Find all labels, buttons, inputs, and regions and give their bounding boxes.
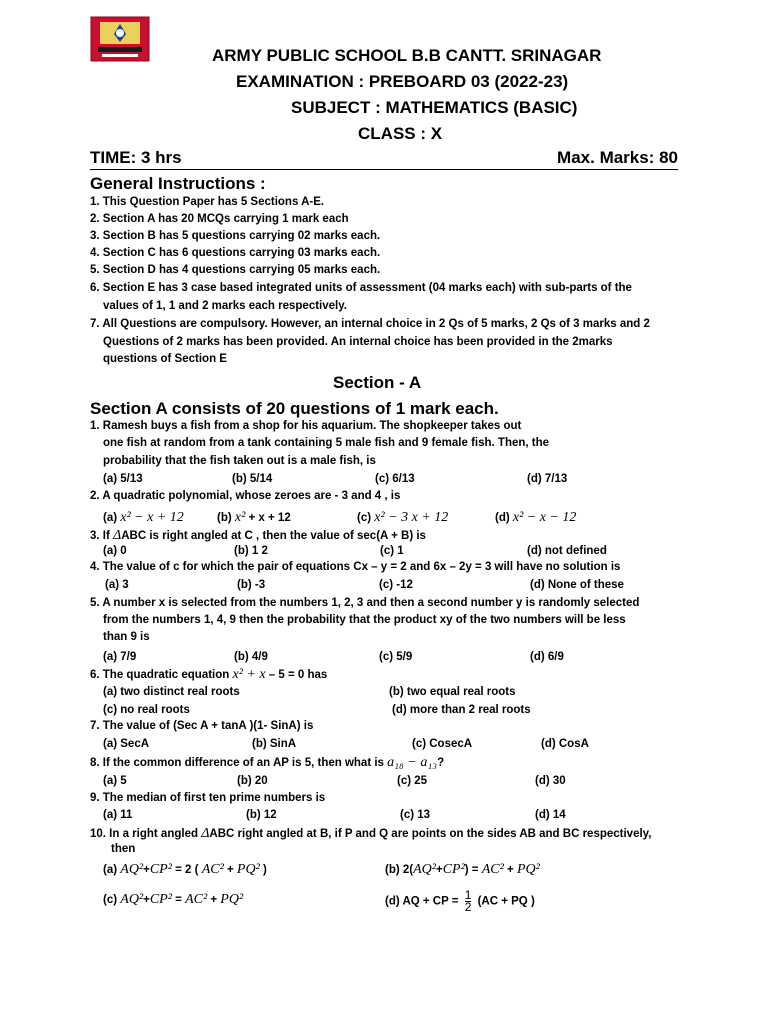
option-a bbox=[103, 510, 184, 526]
option-c-label: (c) bbox=[357, 512, 372, 524]
option-a: (a) 5/13 bbox=[103, 473, 143, 485]
option-c-label: (c) bbox=[103, 894, 118, 906]
instruction-item: 2. Section A has 20 MCQs carrying 1 mark each bbox=[90, 213, 349, 225]
option-b-mid: ) = bbox=[464, 864, 479, 876]
option-c: (c) 25 bbox=[397, 775, 428, 787]
option-d: (d) 30 bbox=[535, 775, 566, 787]
option-b-label: (b) bbox=[217, 512, 232, 524]
plus-sign: + bbox=[435, 864, 443, 876]
option-a: (a) 11 bbox=[103, 809, 133, 821]
question-6-line bbox=[90, 667, 327, 683]
option-c-expr: x² − 3 x + 12 bbox=[374, 510, 449, 525]
option-b: (b) 20 bbox=[237, 775, 268, 787]
plus-sign: + bbox=[507, 864, 514, 876]
fraction-denominator: 2 bbox=[464, 900, 472, 914]
school-logo bbox=[90, 16, 150, 62]
cp-squared: CP² bbox=[149, 862, 172, 877]
option-d: (d) None of these bbox=[530, 579, 624, 591]
triangle-symbol: Δ bbox=[201, 826, 210, 841]
option-d-label: (d) AQ + CP = bbox=[385, 895, 459, 908]
option-c bbox=[357, 510, 448, 526]
option-a: (a) two distinct real roots bbox=[103, 686, 240, 698]
option-d: (d) CosA bbox=[541, 738, 589, 750]
option-a: (a) 5 bbox=[103, 775, 127, 787]
ac-squared: AC² bbox=[185, 892, 208, 907]
fraction-numerator: 1 bbox=[464, 888, 472, 902]
instruction-item: 3. Section B has 5 questions carrying 02 marks each. bbox=[90, 230, 381, 242]
option-d bbox=[385, 890, 535, 913]
option-a-label: (a) bbox=[103, 864, 118, 876]
question-6-expr: x² + x bbox=[232, 667, 266, 682]
section-subtitle: Section A consists of 20 questions of 1 mark each. bbox=[90, 399, 499, 418]
question-2-line: 2. A quadratic polynomial, whose zeroes are - 3 and 4 , is bbox=[90, 490, 401, 502]
cp-squared: CP² bbox=[149, 892, 172, 907]
time-label: TIME: 3 hrs bbox=[90, 148, 182, 167]
option-d: (d) 7/13 bbox=[527, 473, 568, 485]
option-b-tail: + x + 12 bbox=[248, 512, 291, 524]
question-7-line: 7. The value of (Sec A + tanA )(1- SinA) is bbox=[90, 720, 314, 732]
option-a: (a) 3 bbox=[105, 579, 129, 591]
option-d: (d) more than 2 real roots bbox=[392, 704, 531, 716]
option-b: (b) -3 bbox=[237, 579, 266, 591]
question-10-line: then bbox=[111, 843, 136, 855]
option-d: (d) not defined bbox=[527, 545, 607, 557]
option-c: (c) 1 bbox=[380, 545, 404, 557]
question-10-prefix: 10. In a right angled bbox=[90, 828, 198, 840]
question-8-line bbox=[90, 755, 444, 771]
option-d: (d) 14 bbox=[535, 809, 566, 821]
ac-squared: AC² bbox=[481, 862, 504, 877]
exam-name: EXAMINATION : PREBOARD 03 (2022-23) bbox=[236, 72, 569, 91]
pq-squared: PQ² bbox=[220, 892, 244, 907]
option-a: (a) SecA bbox=[103, 738, 150, 750]
option-d-expr: x² − x − 12 bbox=[512, 510, 577, 525]
aq-squared: AQ² bbox=[413, 862, 436, 877]
plus-sign: + bbox=[143, 864, 150, 876]
question-10-line bbox=[90, 826, 651, 842]
option-b: (b) 12 bbox=[246, 809, 277, 821]
pq-squared: PQ² bbox=[516, 862, 540, 877]
subject: SUBJECT : MATHEMATICS (BASIC) bbox=[291, 98, 578, 117]
pq-squared: PQ² bbox=[236, 862, 260, 877]
option-a-mid: = 2 ( bbox=[175, 864, 199, 876]
question-1-line: 1. Ramesh buys a fish from a shop for his aquarium. The shopkeeper takes out bbox=[90, 420, 522, 432]
plus-sign: + bbox=[226, 864, 234, 876]
option-a-end: ) bbox=[262, 864, 267, 876]
section-title: Section - A bbox=[333, 373, 422, 392]
header-underline bbox=[90, 169, 678, 170]
question-1-line: probability that the fish taken out is a male fish, is bbox=[103, 455, 376, 467]
instruction-item: 7. All Questions are compulsory. However, an internal choice in 2 Qs of 5 marks, 2 Qs of 3 marks and 2 bbox=[90, 318, 650, 330]
option-a: (a) 0 bbox=[103, 545, 127, 557]
instruction-item: questions of Section E bbox=[103, 353, 227, 365]
option-b: (b) SinA bbox=[252, 738, 297, 750]
option-b-expr: x² bbox=[234, 510, 246, 525]
option-b: (b) 5/14 bbox=[232, 473, 273, 485]
option-b: (b) 4/9 bbox=[234, 651, 268, 663]
question-9-line: 9. The median of first ten prime numbers is bbox=[90, 792, 326, 804]
instructions-title: General Instructions : bbox=[90, 174, 266, 193]
option-b: (b) two equal real roots bbox=[389, 686, 516, 698]
option-d-label: (d) bbox=[495, 512, 510, 524]
instruction-item: 6. Section E has 3 case based integrated units of assessment (04 marks each) with sub-parts of the bbox=[90, 282, 632, 294]
option-b: (b) 1 2 bbox=[234, 545, 268, 557]
ac-squared: AC² bbox=[201, 862, 224, 877]
question-8-suffix: ? bbox=[437, 757, 445, 769]
question-5-line: 5. A number x is selected from the numbers 1, 2, 3 and then a second number y is randomly selected bbox=[90, 597, 640, 609]
question-3-prefix: 3. If bbox=[90, 530, 110, 542]
plus-sign: + bbox=[143, 894, 150, 906]
question-5-line: from the numbers 1, 4, 9 then the probability that the product xy of the two numbers will be less bbox=[103, 614, 626, 626]
question-6-prefix: 6. The quadratic equation bbox=[90, 669, 230, 681]
triangle-symbol: Δ bbox=[113, 528, 122, 543]
option-c bbox=[103, 892, 243, 908]
aq-squared: AQ² bbox=[120, 892, 144, 907]
question-4-line: 4. The value of c for which the pair of equations Cx – y = 2 and 6x – 2y = 3 will have no solution is bbox=[90, 561, 621, 573]
option-a bbox=[103, 862, 267, 878]
option-b bbox=[217, 510, 291, 526]
option-c: (c) no real roots bbox=[103, 704, 190, 716]
question-10-text: ABC right angled at B, if P and Q are points on the sides AB and BC respectively, bbox=[209, 828, 652, 840]
aq-squared: AQ² bbox=[120, 862, 144, 877]
fraction-half bbox=[465, 890, 472, 913]
question-6-suffix: – 5 = 0 has bbox=[268, 669, 328, 681]
question-8-expr: a₁₈ − a₁₃ bbox=[387, 755, 438, 770]
option-b-label: (b) 2( bbox=[385, 864, 414, 876]
option-d-end: (AC + PQ ) bbox=[477, 895, 535, 908]
option-b bbox=[385, 862, 540, 878]
cp-squared: CP² bbox=[442, 862, 465, 877]
school-name: ARMY PUBLIC SCHOOL B.B CANTT. SRINAGAR bbox=[212, 46, 602, 65]
option-c: (c) -12 bbox=[379, 579, 413, 591]
plus-sign: + bbox=[210, 894, 218, 906]
instruction-item: 4. Section C has 6 questions carrying 03 marks each. bbox=[90, 247, 381, 259]
question-3-line bbox=[90, 528, 426, 544]
option-c: (c) CosecA bbox=[412, 738, 473, 750]
instruction-item: 5. Section D has 4 questions carrying 05 marks each. bbox=[90, 264, 381, 276]
class-label: CLASS : X bbox=[358, 124, 443, 143]
option-c: (c) 13 bbox=[400, 809, 431, 821]
question-1-line: one fish at random from a tank containing 5 male fish and 9 female fish. Then, the bbox=[103, 437, 550, 449]
option-a: (a) 7/9 bbox=[103, 651, 137, 663]
question-5-line: than 9 is bbox=[103, 631, 150, 643]
max-marks-label: Max. Marks: 80 bbox=[557, 148, 678, 167]
option-c: (c) 5/9 bbox=[379, 651, 413, 663]
option-d bbox=[495, 510, 576, 526]
option-a-label: (a) bbox=[103, 512, 118, 524]
question-8-prefix: 8. If the common difference of an AP is 5, then what is bbox=[90, 757, 384, 769]
instruction-item: values of 1, 1 and 2 marks each respectively. bbox=[103, 300, 347, 312]
option-a-expr: x² − x + 12 bbox=[120, 510, 184, 525]
question-3-text: ABC is right angled at C , then the value of sec(A + B) is bbox=[121, 530, 426, 542]
option-d: (d) 6/9 bbox=[530, 651, 564, 663]
option-c-mid: = bbox=[175, 894, 182, 906]
instruction-item: Questions of 2 marks has been provided. An internal choice has been provided in the 2marks bbox=[103, 336, 613, 348]
option-c: (c) 6/13 bbox=[375, 473, 415, 485]
instruction-item: 1. This Question Paper has 5 Sections A-E. bbox=[90, 196, 325, 208]
